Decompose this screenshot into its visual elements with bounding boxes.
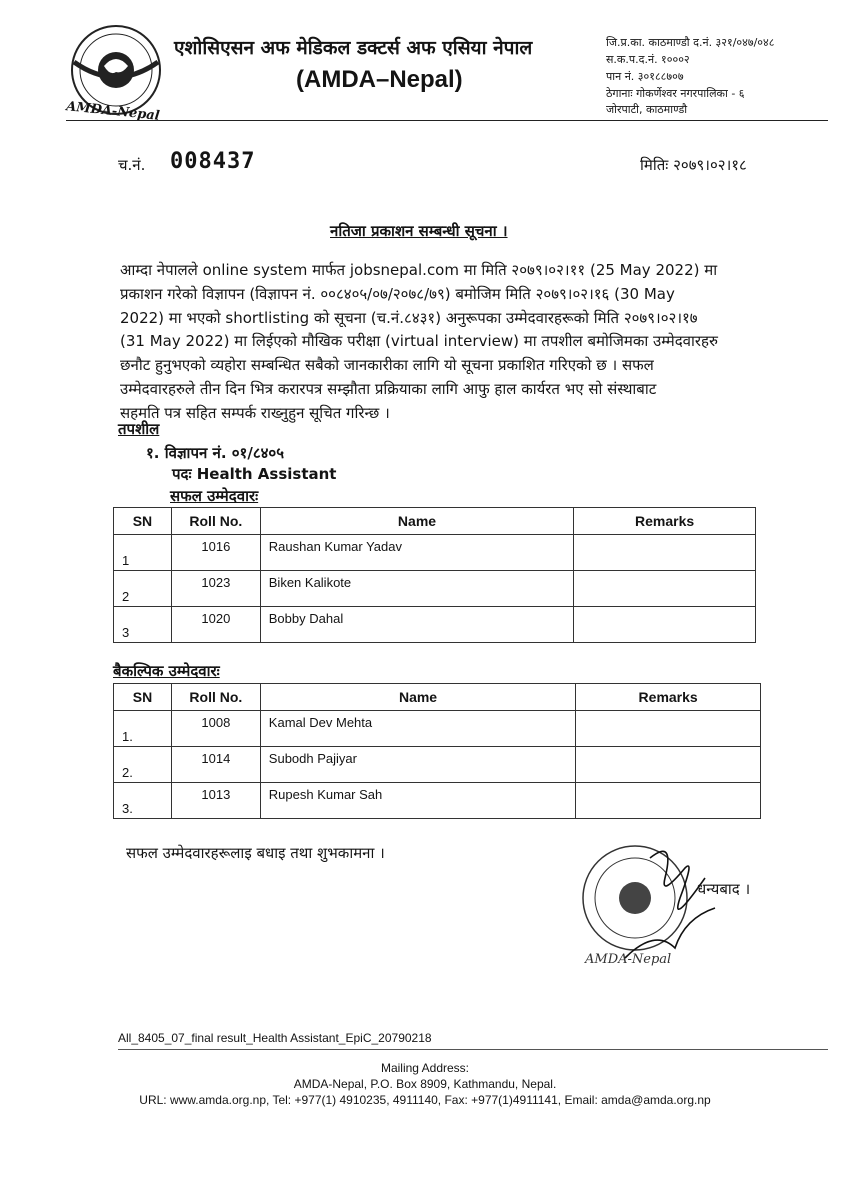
- body-line: छनौट हुनुभएको व्यहोरा सम्बन्धित सबैको जानकारीका लागि यो सूचना प्रकाशित गरिएको छ । सफल: [120, 356, 654, 375]
- mailing-address: AMDA-Nepal, P.O. Box 8909, Kathmandu, Nepal.: [293, 1077, 557, 1091]
- reg-line: जि.प्र.का. काठमाण्डौ द.नं. ३२१/०४७/०४८: [606, 36, 775, 49]
- cell-name: Raushan Kumar Yadav: [260, 535, 573, 571]
- cell-remarks: [574, 571, 756, 607]
- reg-line: स.क.प.द.नं. १०००२: [606, 53, 690, 66]
- notice-body: [120, 259, 780, 426]
- details-heading: तपशील: [118, 420, 160, 438]
- body-line: (31 May 2022) मा लिईएको मौखिक परीक्षा (virtual interview) मा तपशील बमोजिमका उम्मेदवारहरु: [120, 332, 718, 351]
- col-roll: Roll No.: [171, 508, 260, 535]
- body-line: प्रकाशन गरेको विज्ञापन (विज्ञापन नं. ००८४०५/०७/२०७८/७९) बमोजिम मिति २०७९।०२।१६ (30 May: [120, 284, 675, 303]
- cell-roll: 1013: [171, 783, 260, 819]
- cell-name: Kamal Dev Mehta: [260, 711, 575, 747]
- cell-sn: 1: [114, 535, 172, 571]
- table-row: [114, 747, 761, 783]
- cell-sn: 1.: [114, 711, 172, 747]
- cell-name: Biken Kalikote: [260, 571, 573, 607]
- cell-roll: 1016: [171, 535, 260, 571]
- cell-sn: 3: [114, 607, 172, 643]
- org-name: एशोसिएसन अफ मेडिकल डक्टर्स अफ एसिया नेपाल: [174, 37, 533, 59]
- cell-remarks: [576, 711, 761, 747]
- successful-table: [113, 507, 756, 643]
- cell-roll: 1023: [171, 571, 260, 607]
- col-remarks: Remarks: [574, 508, 756, 535]
- col-remarks: Remarks: [576, 684, 761, 711]
- cell-remarks: [574, 607, 756, 643]
- body-line: उम्मेदवारहरुले तीन दिन भित्र करारपत्र सम्झौता प्रक्रियाका लागि आफु हाल कार्यरत भए सो संस्थाबाट: [120, 379, 657, 398]
- table-row: [114, 711, 761, 747]
- advert-number: १. विज्ञापन नं. ०१/८४०५: [146, 444, 285, 462]
- reg-line: ठेगानाः गोकर्णेश्वर नगरपालिका - ६: [606, 87, 745, 100]
- cell-name: Subodh Pajiyar: [260, 747, 575, 783]
- cell-name: Rupesh Kumar Sah: [260, 783, 575, 819]
- alternate-heading: बैकल्पिक उम्मेदवारः: [113, 662, 220, 680]
- congratulations-text: सफल उम्मेदवारहरूलाइ बधाइ तथा शुभकामना ।: [126, 844, 385, 862]
- footer-divider: [118, 1049, 828, 1050]
- cell-remarks: [576, 747, 761, 783]
- cell-sn: 2.: [114, 747, 172, 783]
- cell-name: Bobby Dahal: [260, 607, 573, 643]
- col-sn: SN: [114, 508, 172, 535]
- header-divider: [66, 120, 828, 121]
- col-name: Name: [260, 508, 573, 535]
- reference-label: च.नं.: [118, 156, 146, 174]
- cell-remarks: [576, 783, 761, 819]
- col-roll: Roll No.: [171, 684, 260, 711]
- table-row: [114, 535, 756, 571]
- cell-sn: 3.: [114, 783, 172, 819]
- body-line: आम्दा नेपालले online system मार्फत jobsnepal.com मा मिति २०७९।०२।११ (25 May 2022) मा: [120, 261, 718, 279]
- stamp-text: AMDA-Nepal: [585, 952, 672, 967]
- post-title: पदः Health Assistant: [172, 465, 337, 483]
- alternate-table: [113, 683, 761, 819]
- cell-remarks: [574, 535, 756, 571]
- col-sn: SN: [114, 684, 172, 711]
- successful-heading: सफल उम्मेदवारः: [170, 487, 259, 505]
- logo-wordmark: AMDA-Nepal: [65, 99, 161, 124]
- file-reference: All_8405_07_final result_Health Assistant_EpiC_20790218: [118, 1031, 432, 1045]
- issue-date: मितिः २०७९।०२।१८: [640, 156, 747, 174]
- table-row: [114, 783, 761, 819]
- mailing-label: Mailing Address:: [380, 1061, 470, 1075]
- table-row: [114, 607, 756, 643]
- col-name: Name: [260, 684, 575, 711]
- reg-line: पान नं. ३०१८८७०७: [606, 70, 684, 83]
- cell-roll: 1020: [171, 607, 260, 643]
- thanks-text: धन्यबाद ।: [697, 880, 751, 898]
- cell-sn: 2: [114, 571, 172, 607]
- reg-line: जोरपाटी, काठमाण्डौ: [606, 103, 688, 116]
- body-line: 2022) मा भएको shortlisting को सूचना (च.नं.८४३१) अनुरूपका उम्मेदवारहरूको मिति २०७९।०२।१७: [120, 308, 698, 327]
- notice-subject: नतिजा प्रकाशन सम्बन्धी सूचना ।: [330, 222, 508, 240]
- contact-line: URL: www.amda.org.np, Tel: +977(1) 4910235, 4911140, Fax: +977(1)4911141, Email: amda@amda.org.np: [139, 1093, 711, 1107]
- official-stamp-signature-icon: [565, 838, 735, 978]
- cell-roll: 1014: [171, 747, 260, 783]
- body-line: सहमति पत्र सहित सम्पर्क राख्नुहुन सूचित गरिन्छ ।: [120, 403, 390, 422]
- cell-roll: 1008: [171, 711, 260, 747]
- reference-number: 008437: [170, 149, 256, 174]
- table-row: [114, 571, 756, 607]
- org-short-name: (AMDA–Nepal): [296, 66, 463, 93]
